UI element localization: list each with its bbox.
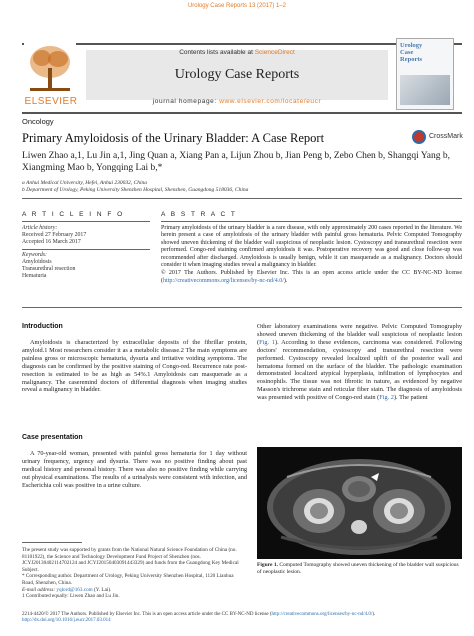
- keyword-item: Hematuria: [22, 273, 47, 279]
- article-info-heading: A R T I C L E I N F O: [22, 211, 125, 218]
- issn-copyright-block: [22, 612, 462, 625]
- journal-homepage: [86, 98, 388, 105]
- introduction-paragraph: Amyloidosis is characterized by extracellular deposits of the fibrillar protein, amyloid.1 Most researchers consider it as a metabolic disease.2 The main symptoms are painless gross or microscopic hematuria, dysuria and irritative voiding symptoms. The diagnosis can be confirmed by the positive staining of Congo-red. Recurrence rate post-resection is estimated to be as high as 54%.1 Amyloidosis can masquerade as a malignancy. The caseremind doctors of differential diagnosis when imaging studies reveal a malignancy in bladder.: [22, 339, 247, 394]
- cover-title-line: Urology: [400, 42, 423, 49]
- right-text-2: ). According to these evidences, carcinoma was considered. Following doctors' recommendation, cystoscopy and transurethral resection were performed. Cystoscopy revealed localized uplift of the posterior wall and hematoma formed on the surface of the bladder. The pathologic examination demonstrated localized atypical hyperplasia, infiltration of lymphocytes and eosinophils. The tissue was not fibrotic in nature, as evidenced by negative Masson's trichrome stain and reticular fiber stain. The diagnosis of amyloidosis was presented with positive of Congo-red stain (: [257, 338, 462, 402]
- homepage-prefix: journal homepage:: [152, 98, 220, 105]
- case-presentation-body: [22, 450, 247, 490]
- email-suffix: (Y. Lai).: [92, 586, 112, 593]
- bottom-license-link[interactable]: http://creativecommons.org/licenses/by-nc-nd/4.0/: [271, 612, 373, 617]
- journal-cover-image: [396, 38, 454, 110]
- cover-title: [400, 42, 422, 63]
- keyword-item: Amyloidosis: [22, 259, 52, 265]
- received-date: Received 27 February 2017: [22, 232, 87, 238]
- right-text-3: ). The patient: [393, 394, 428, 402]
- journal-title: Urology Case Reports: [174, 67, 300, 82]
- equal-contribution-note: 1 Contributed equally: Liwen Zhao and Lu Jin.: [22, 593, 120, 600]
- introduction-body: [22, 339, 247, 394]
- history-label: Article history:: [22, 225, 58, 231]
- case-presentation-paragraph: A 70-year-old woman, presented with painful gross hematuria for 1 day without urinary frequency, urgency and dysuria. There was no positive finding about past medical history and personal history. There was also no positive finding while carrying out physical examinations. The results of a urinalysis were consistent with infection, and Escherichia coli was positive in a urine culture.: [22, 450, 247, 489]
- doi-link[interactable]: http://dx.doi.org/10.1016/j.eucr.2017.03.014: [22, 618, 111, 624]
- issn-text: 2214-4420/© 2017 The Authors. Published by Elsevier Inc. This is an open access article under the CC BY-NC-ND license (: [22, 612, 272, 617]
- affiliation-divider: [22, 198, 462, 199]
- elsevier-tree-logo: [24, 42, 76, 102]
- crossmark-icon: [412, 130, 426, 144]
- article-info-rule: [22, 221, 150, 222]
- abstract-body: [161, 225, 462, 285]
- figure-caption-text: Computed Tomography showed uneven thickening of the bladder wall suspicious of neoplastic lesion.: [257, 562, 459, 575]
- case-presentation-heading: Case presentation: [22, 434, 83, 441]
- email-link[interactable]: yqlord@163.com: [56, 586, 93, 593]
- section-label: Oncology: [22, 117, 54, 126]
- right-column-body: [257, 323, 462, 402]
- contents-prefix: Contents lists available at: [179, 49, 255, 56]
- author-list: Liwen Zhao a,1, Lu Jin a,1, Jing Quan a, Xiang Pan a, Lijun Zhou b, Jian Peng b, Zebo Chen b, Shangqi Yang b, Xiangming Mao b, Yongqing Lai b,*: [22, 151, 450, 173]
- figure-caption: [257, 562, 462, 576]
- abstract-heading: A B S T R A C T: [161, 211, 237, 218]
- cover-picture: [400, 75, 450, 105]
- keywords-rule: [22, 249, 150, 250]
- cover-title-line: Case: [400, 49, 414, 56]
- issn-end: ).: [372, 612, 376, 617]
- cover-title-line: Reports: [400, 56, 423, 63]
- accepted-date: Accepted 16 March 2017: [22, 239, 81, 245]
- contents-line: [86, 49, 388, 56]
- ct-scan-figure: [257, 447, 462, 559]
- affiliation-b: b Department of Urology, Peking University Shenzhen Hospital, Shenzhen, Guangdong 518036, China: [22, 187, 249, 193]
- affiliation-a: a Anhui Medical University, Hefei, Anhui 230032, China: [22, 180, 148, 186]
- crossmark-label: CrossMark: [429, 133, 463, 140]
- introduction-heading: Introduction: [22, 323, 63, 330]
- article-title: Primary Amyloidosis of the Urinary Bladder: A Case Report: [22, 131, 325, 145]
- abstract-rule: [161, 221, 462, 222]
- email-prefix: E-mail address:: [22, 586, 57, 593]
- corresponding-author-note: * Corresponding author. Department of Urology, Peking University Shenzhen Hospital, 1120 Lianhua Road, Shenzhen, China.: [22, 573, 234, 586]
- email-note: [22, 587, 247, 594]
- right-text-1: Other laboratory examinations were negative. Pelvic Computed Tomography showed uneven thickening of the bladder wall suspicious of neoplastic lesion (: [257, 323, 462, 346]
- keyword-item: Transurethral resection: [22, 266, 76, 272]
- homepage-url-link[interactable]: www.elsevier.com/locate/eucr: [219, 98, 322, 105]
- header-divider: [22, 112, 462, 114]
- abstract-text: Primary amyloidosis of the urinary bladder is a rare disease, with only approximately 200 cases reported in the literature. We herein present a case of amyloidosis of the urinary bladder with painful gross hematuria. Pelvic Computed Tomography showed uneven thickening of the bladder wall suspicious of neoplastic lesion. Cystoscopy and transurethral resection were performed. Congo-red staining confirmed amyloidosis it was. Postoperative recovery was good and close follow-up was recommended after discharged. Amyloidosis is usually benign, while it can masquerade as a malignancy. Doctors should consider it when imaging studies reveal a malignancy in bladder.: [161, 225, 462, 269]
- ct-scan-image: [257, 447, 462, 559]
- figure-caption-label: Figure 1.: [257, 562, 278, 568]
- footnotes: [22, 547, 247, 600]
- keywords-label: Keywords:: [22, 252, 47, 258]
- abstract-copyright: [161, 270, 462, 285]
- sciencedirect-link[interactable]: ScienceDirect: [254, 49, 295, 56]
- abstract-bottom-rule: [22, 307, 462, 308]
- crossmark-badge[interactable]: [412, 130, 464, 146]
- funding-note: The present study was supported by grants from the National Natural Science Foundation of China (no. 81101922), the Science and Technology Development Fund Project of Shenzhen (nos. JCYJ20130402114702124 and JCYJ20150403091443329) and funds from the Guangdong Key Medical Subject.: [22, 547, 239, 573]
- license-link[interactable]: http://creativecommons.org/licenses/by-nc-nd/4.0/: [163, 277, 284, 284]
- figure-1-reference[interactable]: Fig. 1: [259, 338, 275, 346]
- publisher-logo-text: ELSEVIER: [24, 96, 78, 107]
- copyright-text: © 2017 The Authors. Published by Elsevier Inc. This is an open access article under the CC BY-NC-ND license (: [161, 270, 462, 284]
- copyright-end: ).: [283, 277, 288, 284]
- footnote-rule: [22, 542, 82, 543]
- figure-2-reference[interactable]: Fig. 2: [379, 394, 394, 402]
- running-header: Urology Case Reports 13 (2017) 1–2: [187, 3, 287, 9]
